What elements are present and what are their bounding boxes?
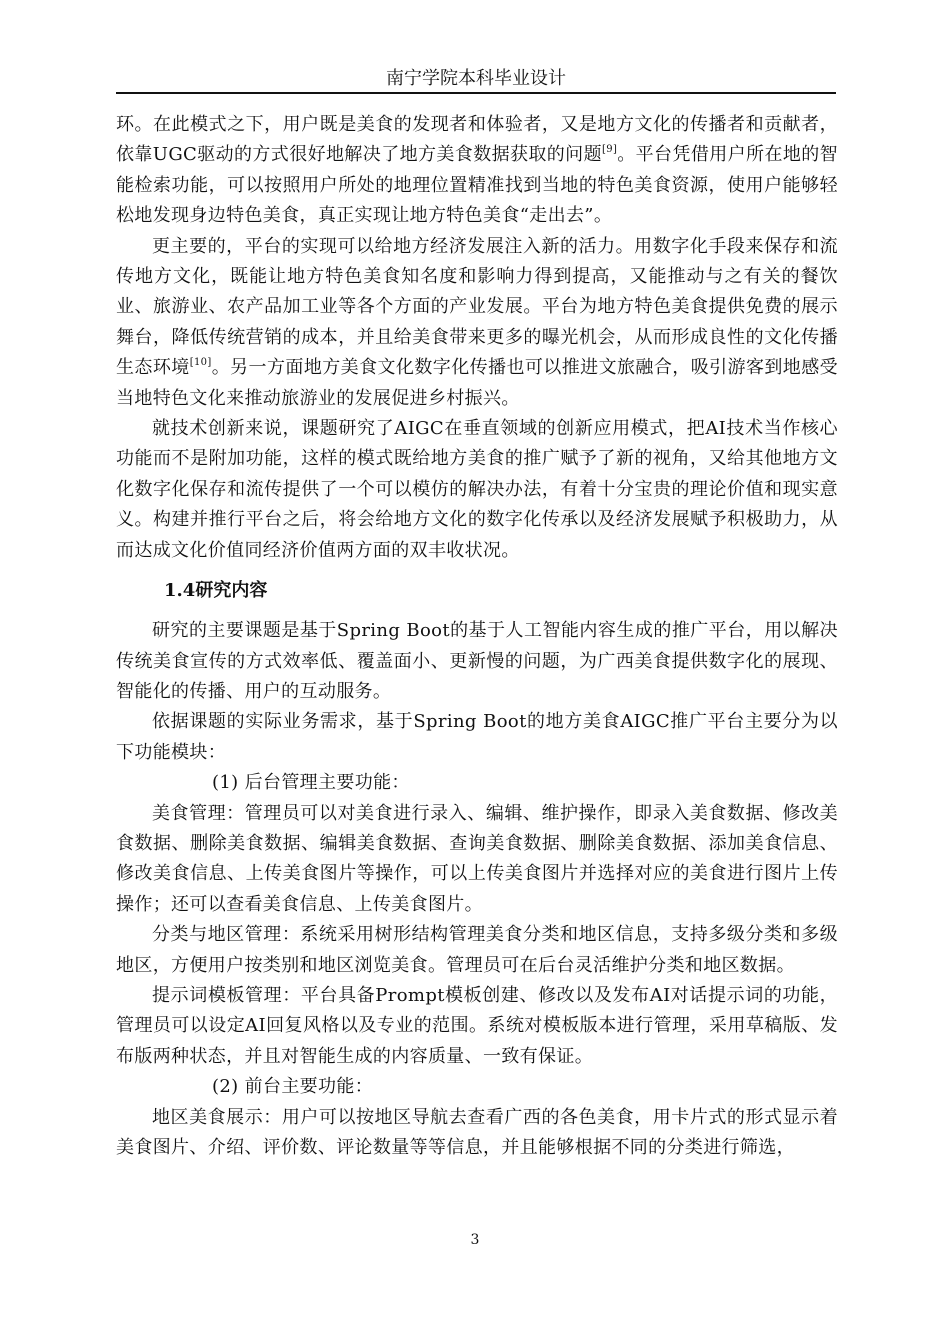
subheading-backend: (1) 后台管理主要功能： xyxy=(212,772,410,794)
paragraph-1: 环。在此模式之下，用户既是美食的发现者和体验者，又是地方文化的传播者和贡献者，依靠UGC驱动的方式很好地解决了地方美食数据获取的问题[9]。平台凭借用户所在地的智能检索功能，可以按照用户所处的地理位置精准找到当地的特色美食资源，使用户能够轻松地发现身边特色美食，真正实现让地方特色美食“走出去”。 xyxy=(116,114,838,227)
page-number: 3 xyxy=(470,1232,480,1248)
page-header: 南宁学院本科毕业设计 xyxy=(116,66,836,94)
paragraph-5: 依据课题的实际业务需求，基于Spring Boot的地方美食AIGC推广平台主要分为以下功能模块： xyxy=(116,711,838,763)
paragraph-prompt-template: 提示词模板管理：平台具备Prompt模板创建、修改以及发布AI对话提示词的功能，管理员可以设定AI回复风格以及专业的范围。系统对模板版本进行管理，采用草稿版、发布版两种状态，并且对智能生成的内容质量、一致有保证。 xyxy=(116,984,838,1067)
section-heading-1-4: 1.4研究内容 xyxy=(164,580,268,602)
paragraph-food-management: 美食管理：管理员可以对美食进行录入、编辑、维护操作，即录入美食数据、修改美食数据、删除美食数据、编辑美食数据、查询美食数据、删除美食数据、添加美食信息、修改美食信息、上传美食图片等操作，可以上传美食图片并选择对应的美食进行图片上传操作；还可以查看美食信息、上传美食图片。 xyxy=(116,802,838,915)
page-body xyxy=(116,110,838,1163)
paragraph-region-display: 地区美食展示：用户可以按地区导航去查看广西的各色美食，用卡片式的形式显示着美食图片、介绍、评价数、评论数量等等信息，并且能够根据不同的分类进行筛选， xyxy=(116,1106,838,1158)
paragraph-2: 更主要的，平台的实现可以给地方经济发展注入新的活力。用数字化手段来保存和流传地方文化，既能让地方特色美食知名度和影响力得到提高，又能推动与之有关的餐饮业、旅游业、农产品加工业等各个方面的产业发展。平台为地方特色美食提供免费的展示舞台，降低传统营销的成本，并且给美食带来更多的曝光机会，从而形成良性的文化传播生态环境[10]。另一方面地方美食文化数字化传播也可以推进文旅融合，吸引游客到地感受当地特色文化来推动旅游业的发展促进乡村振兴。 xyxy=(116,235,838,409)
paragraph-4: 研究的主要课题是基于Spring Boot的基于人工智能内容生成的推广平台，用以解决传统美食宣传的方式效率低、覆盖面小、更新慢的问题，为广西美食提供数字化的展现、智能化的传播、用户的互动服务。 xyxy=(116,620,838,702)
citation-9: [9] xyxy=(601,144,618,156)
paragraph-category-region: 分类与地区管理：系统采用树形结构管理美食分类和地区信息，支持多级分类和多级地区，方便用户按类别和地区浏览美食。管理员可在后台灵活维护分类和地区数据。 xyxy=(116,924,838,976)
citation-10: [10] xyxy=(189,357,212,369)
paragraph-3: 就技术创新来说，课题研究了AIGC在垂直领域的创新应用模式，把AI技术当作核心功能而不是附加功能，这样的模式既给地方美食的推广赋予了新的视角，又给其他地方文化数字化保存和流传提供了一个可以模仿的解决办法，有着十分宝贵的理论价值和现实意义。构建并推行平台之后，将会给地方文化的数字化传承以及经济发展赋予积极助力，从而达成文化价值同经济价值两方面的双丰收状况。 xyxy=(116,418,838,561)
subheading-frontend: (2) 前台主要功能： xyxy=(212,1076,374,1098)
